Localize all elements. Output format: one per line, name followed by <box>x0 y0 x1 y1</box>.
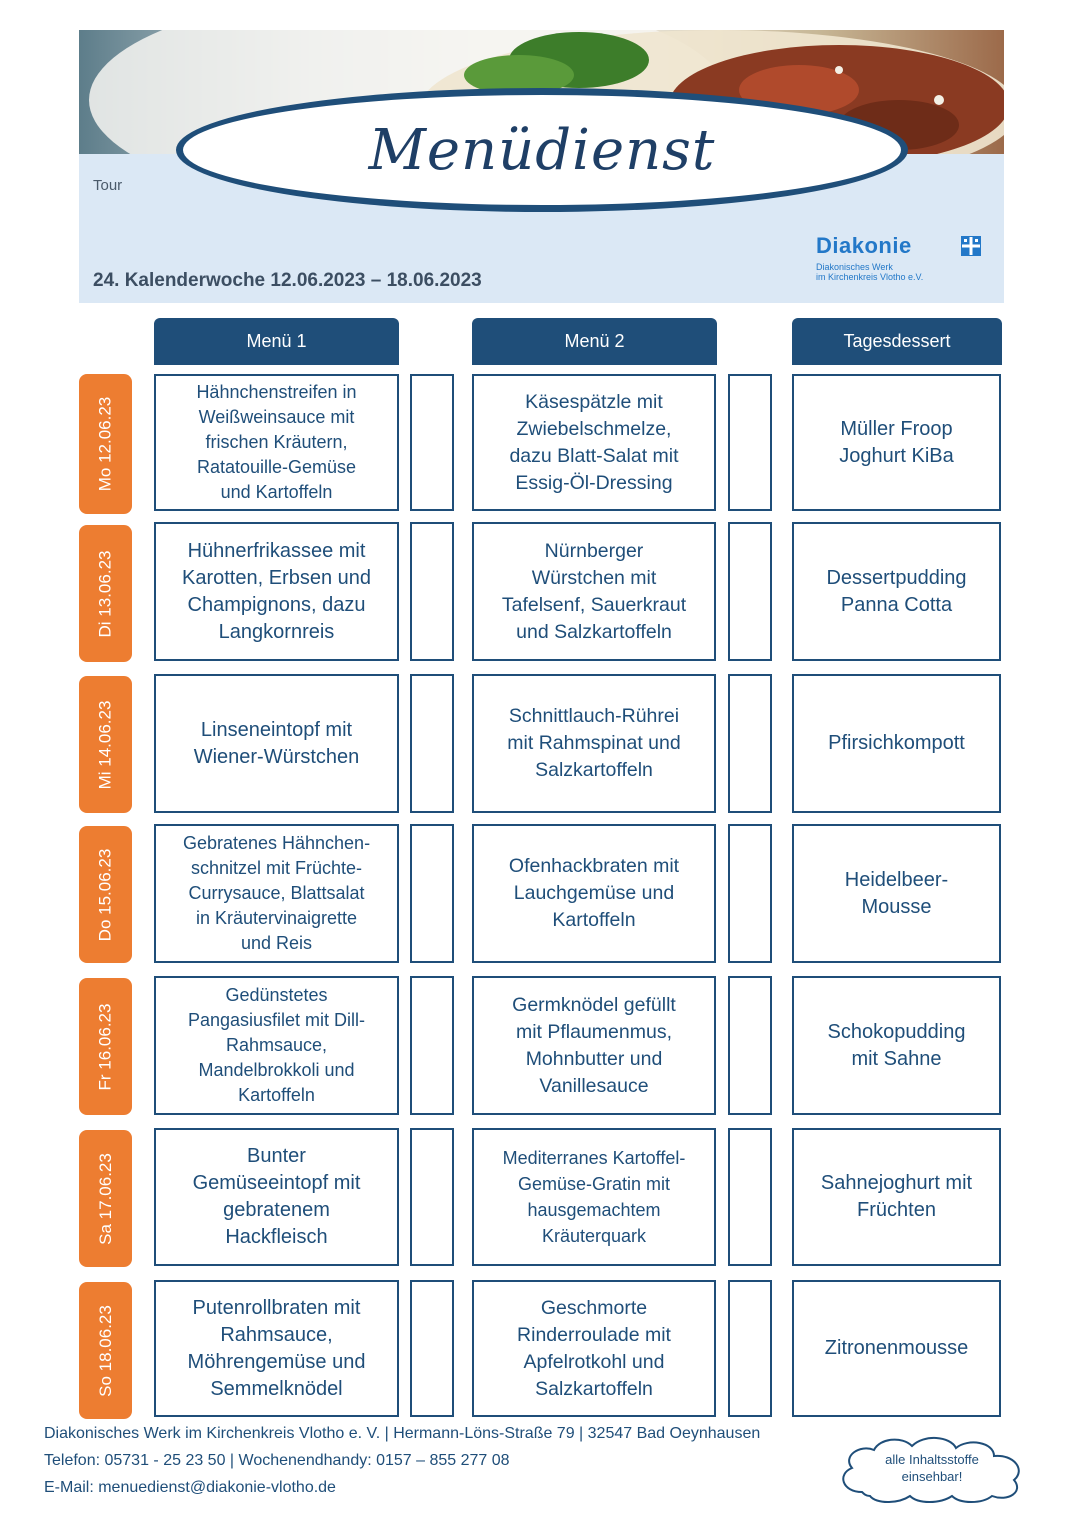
dessert-text: Müller Froop Joghurt KiBa <box>839 417 954 467</box>
menu2-cell <box>472 1128 716 1266</box>
dessert-text: Dessertpudding Panna Cotta <box>826 566 967 616</box>
menu2-checkbox[interactable] <box>728 1128 772 1266</box>
menu1-checkbox[interactable] <box>410 824 454 963</box>
menu2-checkbox[interactable] <box>728 1280 772 1417</box>
logo-sub-1: Diakonisches Werk <box>816 262 893 272</box>
menu1-cell <box>154 976 399 1115</box>
menu2-text: Germknödel gefüllt mit Pflaumenmus, Mohnbutter und Vanillesauce <box>512 993 676 1097</box>
menu1-checkbox[interactable] <box>410 976 454 1115</box>
menu2-checkbox[interactable] <box>728 522 772 661</box>
menu2-cell <box>472 824 716 963</box>
menu2-text: Schnittlauch-Rührei mit Rahmspinat und Salzkartoffeln <box>507 705 681 781</box>
menu1-checkbox[interactable] <box>410 1280 454 1417</box>
day-label: Mi 14.06.23 <box>95 700 115 789</box>
menu1-cell <box>154 674 399 813</box>
dessert-text: Schokopudding mit Sahne <box>827 1020 966 1070</box>
menu1-cell <box>154 824 399 963</box>
dessert-cell <box>792 824 1001 963</box>
logo-name: Diakonie <box>816 233 912 258</box>
day-tab <box>79 978 132 1115</box>
day-label: Mo 12.06.23 <box>95 396 115 492</box>
dessert-cell <box>792 374 1001 511</box>
day-label: Do 15.06.23 <box>95 848 115 941</box>
tour-label: Tour <box>93 177 123 194</box>
menu1-text: Gedünstetes Pangasiusfilet mit Dill- Rahmsauce, Mandelbrokkoli und Kartoffeln <box>187 985 366 1105</box>
menu2-checkbox[interactable] <box>728 374 772 511</box>
menu1-checkbox[interactable] <box>410 674 454 813</box>
menu1-cell <box>154 1128 399 1266</box>
menu2-cell <box>472 1280 716 1417</box>
menu2-text: Käsespätzle mit Zwiebelschmelze, dazu Blatt-Salat mit Essig-Öl-Dressing <box>509 390 679 494</box>
day-tab <box>79 1130 132 1267</box>
footer-phone: Telefon: 05731 - 25 23 50 | Wochenendhandy: 0157 – 855 277 08 <box>44 1452 510 1469</box>
menu2-cell <box>472 674 716 813</box>
menu1-text: Linseneintopf mit Wiener-Würstchen <box>193 718 360 768</box>
menu1-text: Gebratenes Hähnchen- schnitzel mit Früchte- Currysauce, Blattsalat in Kräutervinaigrette und Reis <box>182 833 371 953</box>
day-tab <box>79 1282 132 1419</box>
menu2-text: Mediterranes Kartoffel- Gemüse-Gratin mit hausgemachtem Kräuterquark <box>502 1148 686 1246</box>
menu2-cell <box>472 522 716 661</box>
menu1-text: Hähnchenstreifen in Weißweinsauce mit frischen Kräutern, Ratatouille-Gemüse und Kartoffeln <box>196 382 357 502</box>
menu2-checkbox[interactable] <box>728 674 772 813</box>
day-tab <box>79 374 132 514</box>
menu1-cell <box>154 522 399 661</box>
menu2-cell <box>472 374 716 511</box>
menu2-checkbox[interactable] <box>728 824 772 963</box>
column-header-menu1: Menü 1 <box>154 318 399 365</box>
day-tab <box>79 826 132 963</box>
dessert-cell <box>792 674 1001 813</box>
menu1-checkbox[interactable] <box>410 522 454 661</box>
logo-sub-2: im Kirchenkreis Vlotho e.V. <box>816 272 924 282</box>
column-header-dessert: Tagesdessert <box>792 318 1002 365</box>
page-title: Menüdienst <box>368 118 716 183</box>
day-tab <box>79 676 132 813</box>
menu1-text: Putenrollbraten mit Rahmsauce, Möhrengemüse und Semmelknödel <box>187 1296 366 1400</box>
diakonie-logo <box>816 233 988 293</box>
dessert-cell <box>792 1280 1001 1417</box>
menu2-checkbox[interactable] <box>728 976 772 1115</box>
menu1-text: Hühnerfrikassee mit Karotten, Erbsen und Champignons, dazu Langkornreis <box>181 539 371 643</box>
dessert-text: Pfirsichkompott <box>828 732 965 754</box>
menu2-text: Geschmorte Rinderroulade mit Apfelrotkohl und Salzkartoffeln <box>517 1296 671 1400</box>
column-header-menu2: Menü 2 <box>472 318 717 365</box>
dessert-cell <box>792 1128 1001 1266</box>
cloud-text: alle Inhaltsstoffe einsehbar! <box>885 1452 979 1484</box>
day-label: Di 13.06.23 <box>95 550 115 637</box>
dessert-cell <box>792 976 1001 1115</box>
dessert-text: Sahnejoghurt mit Früchten <box>820 1172 973 1221</box>
menu1-cell <box>154 1280 399 1417</box>
day-label: So 18.06.23 <box>95 1304 115 1397</box>
footer-email: E-Mail: menuedienst@diakonie-vlotho.de <box>44 1479 336 1496</box>
menu1-checkbox[interactable] <box>410 1128 454 1266</box>
day-label: Fr 16.06.23 <box>95 1003 115 1090</box>
dessert-text: Zitronenmousse <box>824 1337 969 1359</box>
menu1-checkbox[interactable] <box>410 374 454 511</box>
day-tab <box>79 525 132 662</box>
dessert-cell <box>792 522 1001 661</box>
menu1-cell <box>154 374 399 511</box>
diakonie-cross-logo-icon <box>961 236 981 256</box>
menu2-cell <box>472 976 716 1115</box>
week-label: 24. Kalenderwoche 12.06.2023 – 18.06.2023 <box>93 270 482 291</box>
footer-address: Diakonisches Werk im Kirchenkreis Vlotho e. V. | Hermann-Löns-Straße 79 | 32547 Bad Oeynhausen <box>44 1425 761 1442</box>
menu2-text: Nürnberger Würstchen mit Tafelsenf, Sauerkraut und Salzkartoffeln <box>501 539 687 643</box>
day-label: Sa 17.06.23 <box>95 1152 115 1245</box>
dessert-text: Heidelbeer- Mousse <box>844 868 949 918</box>
menu2-text: Ofenhackbraten mit Lauchgemüse und Kartoffeln <box>508 855 680 931</box>
menu1-text: Bunter Gemüseeintopf mit gebratenem Hackfleisch <box>192 1145 361 1248</box>
